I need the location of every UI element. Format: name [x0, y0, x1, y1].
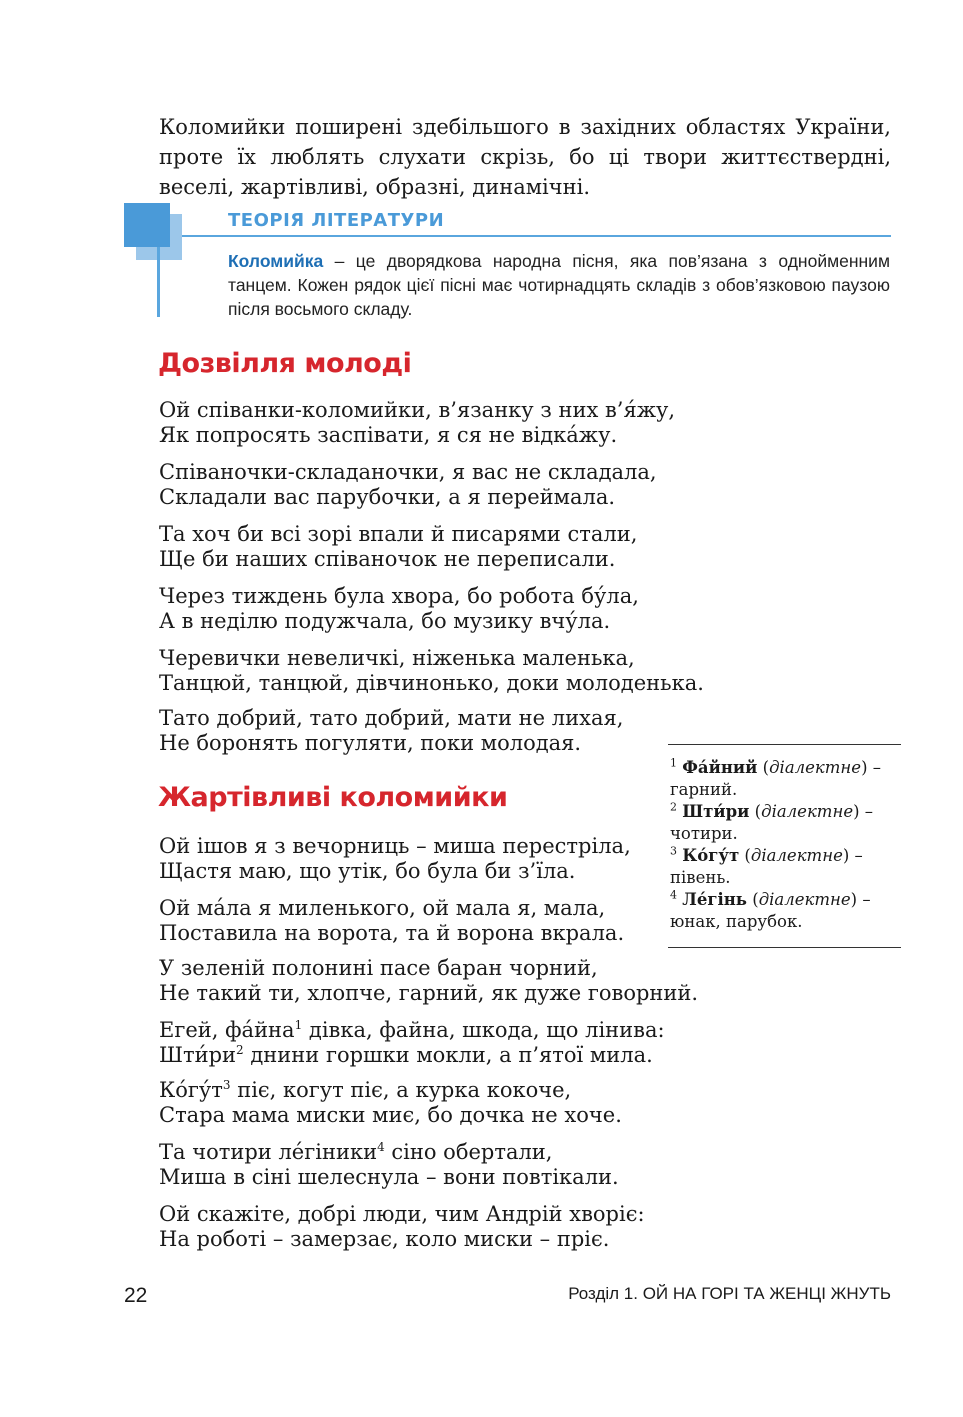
stanza: [159, 834, 631, 884]
stanza: [159, 1018, 665, 1068]
poem-line: Ой ма́ла я миленького, ой мала я, мала,: [159, 896, 606, 920]
poem-line: Ой співанки-коломийки, в’язанку з них в’я́жу,: [159, 398, 676, 422]
stanza: [159, 956, 698, 1006]
poem-line: Ой ішов я з вечорниць – миша перестріла,: [159, 834, 631, 858]
footnote: $^2$ Шти́ри (діалектне) – чотири.: [670, 800, 874, 843]
poem-line: Співаночки-складаночки, я вас не складала,: [159, 460, 657, 484]
section-title-humorous: Жартівливі коломийки: [158, 782, 508, 813]
poem-line: Поставила на ворота, та й ворона вкрала.: [159, 921, 625, 945]
poem-line: Та чотири ле́гіники$^4$ сіно обертали,: [159, 1140, 553, 1164]
poem-line: Тато добрий, тато добрий, мати не лихая,: [159, 706, 624, 730]
poem-line: Та хоч би всі зорі впали й писарями стали,: [159, 522, 638, 546]
page-number: 22: [124, 1284, 148, 1307]
poem-line: Як попросять заспівати, я ся не відка́жу.: [159, 423, 618, 447]
poem-line: Ще би наших співаночок не переписали.: [159, 547, 616, 571]
footnote: $^3$ Ко́гу́т (діалектне) – півень.: [670, 844, 863, 887]
stanza: [159, 584, 639, 634]
poem-line: Складали вас парубочки, а я переймала.: [159, 485, 616, 509]
poem-line: А в неділю подужчала, бо музику вчу́ла.: [159, 609, 611, 633]
poem-line: Танцюй, танцюй, дівчинонько, доки молоденька.: [159, 671, 704, 695]
poem-line: Не боронять погуляти, поки молодая.: [159, 731, 582, 755]
stanza: [159, 460, 657, 510]
poem-line: Миша в сіні шелеснула – вони повтікали.: [159, 1165, 619, 1189]
theory-title: ТЕОРІЯ ЛІТЕРАТУРИ: [228, 210, 445, 231]
poem-line: У зеленій полонині пасе баран чорний,: [159, 956, 598, 980]
poem-line: Ко́гу́т$^3$ піє, когут піє, а курка кокоче,: [159, 1078, 572, 1102]
stanza: [159, 1202, 645, 1252]
theory-vertical-rule: [157, 247, 160, 317]
theory-definition: [228, 249, 890, 321]
poem-line: Стара мама миски миє, бо дочка не хоче.: [159, 1103, 622, 1127]
stanza: [159, 706, 623, 756]
footnote-ref: 1: [294, 1018, 303, 1032]
section-title-leisure: Дозвілля молоді: [158, 348, 412, 379]
intro-paragraph: Коломийки поширені здебільшого в західних областях України, проте їх люблять слухати скрізь, бо ці твори життєствердні, веселі, жартівливі, образні, динамічні.: [159, 115, 891, 199]
theory-definition-text: – це дворядкова народна пісня, яка пов’язана з однойменним танцем. Кожен рядок цієї пісні має чотирнадцять складів з обов’язковою паузою після восьмого складу.: [228, 251, 890, 319]
theory-horizontal-rule: [182, 235, 891, 237]
theory-term: Коломийка: [228, 251, 324, 271]
poem-line: Щастя маю, що утік, бо була би з’їла.: [159, 859, 576, 883]
footnote: $^4$ Ле́гінь (діалектне) – юнак, парубок.: [670, 888, 871, 931]
footnote-ref: 4: [377, 1140, 385, 1154]
stanza: [159, 1140, 619, 1190]
footnote-ref: 2: [236, 1043, 244, 1057]
stanza: [159, 1078, 622, 1128]
stanza: [159, 896, 624, 946]
poem-line: На роботі – замерзає, коло миски – пріє.: [159, 1227, 610, 1251]
theory-decor-square-front: [124, 203, 170, 247]
poem-line: Ой скажіте, добрі люди, чим Андрій хворіє:: [159, 1202, 645, 1226]
stanza: [159, 398, 675, 448]
poem-line: Шти́ри$^2$ днини горшки мокли, а п’ятої мила.: [159, 1043, 653, 1067]
footnote-ref: 3: [222, 1078, 231, 1092]
footnote: $^1$ Фа́йний (діалектне) – гарний.: [670, 756, 881, 799]
footnotes-box: [668, 744, 901, 948]
running-head: Розділ 1. ОЙ НА ГОРІ ТА ЖЕНЦІ ЖНУТЬ: [568, 1284, 891, 1303]
poem-line: Егей, фа́йна$^1$ дівка, файна, шкода, що лінива:: [159, 1018, 665, 1042]
poem-line: Не такий ти, хлопче, гарний, як дуже говорний.: [159, 981, 699, 1005]
poem-line: Черевички невеличкі, ніженька маленька,: [159, 646, 635, 670]
stanza: [159, 522, 637, 572]
stanza: [159, 646, 704, 696]
poem-line: Через тиждень була хвора, бо робота бу́ла,: [159, 584, 639, 608]
